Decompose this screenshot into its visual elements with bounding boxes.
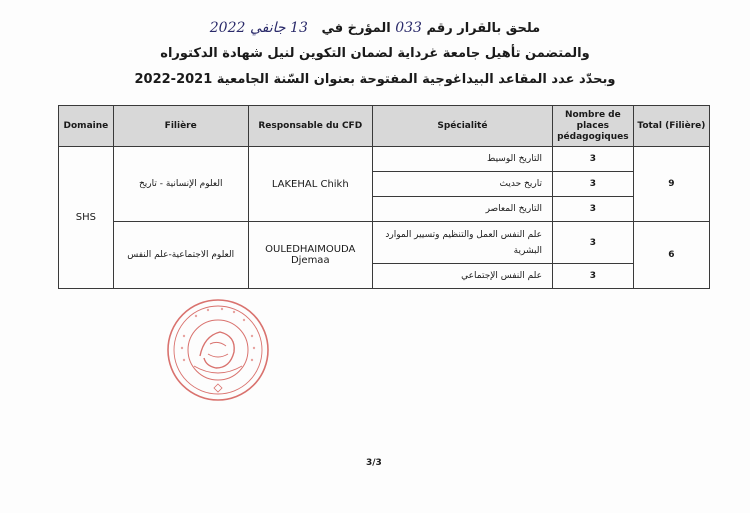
header-responsable: Responsable du CFD	[248, 106, 372, 147]
responsable-cell: LAKEHAL Chikh	[248, 147, 372, 222]
header-line-1	[0, 20, 750, 36]
specialite-cell: التاريخ المعاصر	[372, 197, 552, 222]
decision-year: 2022	[209, 20, 246, 36]
header-total: Total (Filière)	[633, 106, 709, 147]
page-number: 3/3	[366, 458, 382, 468]
places-cell: 3	[552, 222, 633, 264]
total-cell: 6	[633, 222, 709, 289]
specialite-cell: علم النفس الإجتماعي	[372, 264, 552, 289]
places-cell: 3	[552, 172, 633, 197]
official-seal-icon	[164, 296, 272, 404]
header-line-2: والمتضمن تأهيل جامعة غرداية لضمان التكوين لنيل شهادة الدكتوراه	[160, 46, 590, 61]
places-cell: 3	[552, 147, 633, 172]
total-cell: 9	[633, 147, 709, 222]
seats-table	[58, 105, 710, 289]
filiere-cell: العلوم الإنسانية - تاريخ	[113, 147, 248, 222]
filiere-cell: العلوم الاجتماعية-علم النفس	[113, 222, 248, 289]
header-specialite: Spécialité	[372, 106, 552, 147]
places-cell: 3	[552, 264, 633, 289]
places-cell: 3	[552, 197, 633, 222]
decision-day: 13	[290, 20, 308, 36]
dated-label: المؤرخ في	[321, 21, 391, 36]
specialite-cell: التاريخ الوسيط	[372, 147, 552, 172]
table-header-row	[59, 106, 710, 147]
responsable-cell: OULEDHAIMOUDA Djemaa	[248, 222, 372, 289]
decision-number: 033	[395, 20, 422, 36]
domain-cell: SHS	[59, 147, 114, 289]
header-domaine: Domaine	[59, 106, 114, 147]
table-row	[59, 147, 710, 172]
annex-prefix: ملحق بالقرار رقم	[426, 21, 541, 36]
decision-month: جانفي	[249, 20, 286, 36]
specialite-cell: تاريخ حديث	[372, 172, 552, 197]
table-row	[59, 222, 710, 264]
specialite-cell: علم النفس العمل والتنظيم وتسيير الموارد البشرية	[372, 222, 552, 264]
header-places: Nombre de places pédagogiques	[552, 106, 633, 147]
header-line-3: وبحدّد عدد المقاعد البيداغوجية المفتوحة بعنوان السّنة الجامعية 2021-2022	[134, 72, 616, 87]
header-filiere: Filière	[113, 106, 248, 147]
